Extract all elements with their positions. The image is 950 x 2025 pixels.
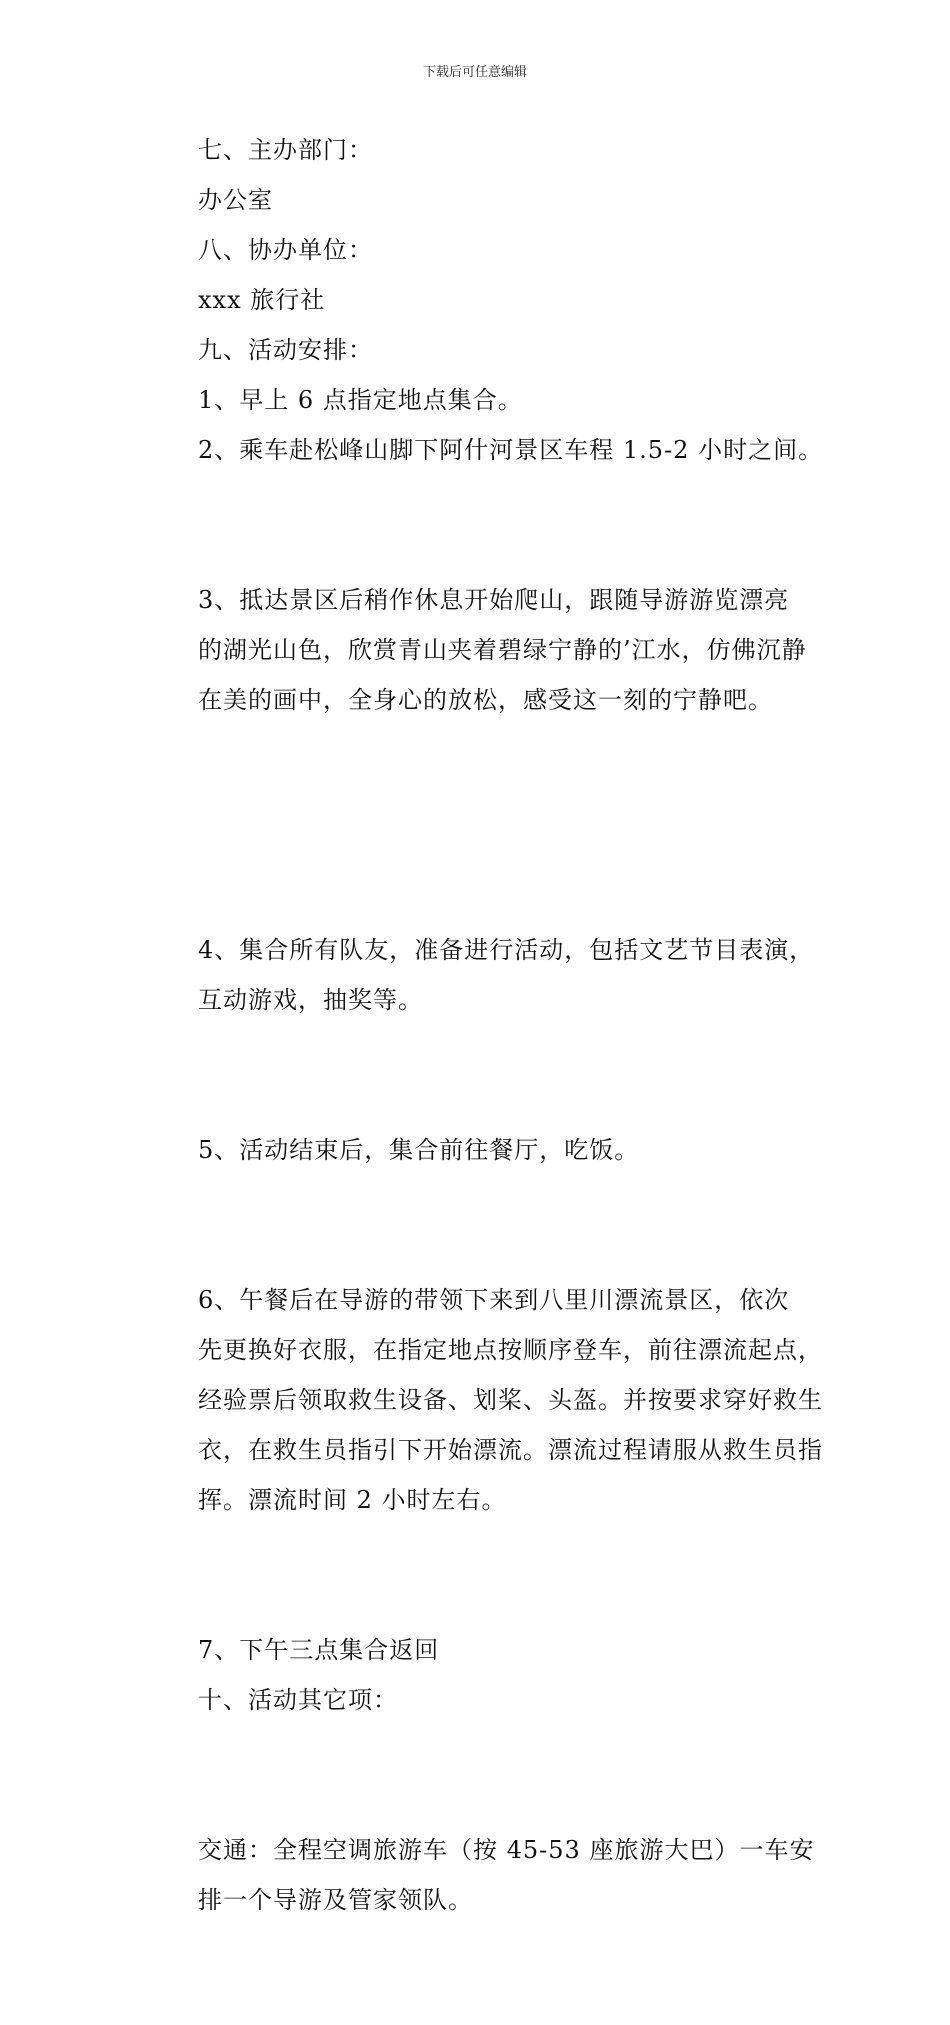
page-header: 下载后可任意编辑 — [422, 65, 527, 80]
text-line: 3、抵达景区后稍作休息开始爬山，跟随导游游览漂亮 — [198, 586, 790, 614]
text-line: 挥。漂流时间 2 小时左右。 — [198, 1486, 507, 1514]
schedule-item-1 — [146, 375, 826, 425]
text-line: 八、协办单位： — [198, 236, 373, 264]
text-line: 4、集合所有队友，准备进行活动，包括文艺节目表演， — [198, 936, 815, 964]
text-line: 衣，在救生员指引下开始漂流。漂流过程请服从救生员指 — [198, 1436, 823, 1464]
schedule-item-2 — [146, 425, 826, 475]
text-line: 七、主办部门： — [198, 136, 373, 164]
text-line: 办公室 — [198, 186, 273, 214]
section-heading-other — [146, 1675, 826, 1725]
text-line: 5、活动结束后，集合前往餐厅，吃饭。 — [198, 1136, 640, 1164]
text-line: xxx 旅行社 — [198, 286, 326, 314]
schedule-item-6 — [146, 1175, 826, 1625]
transport-note — [146, 1725, 826, 2025]
co-organizer-value — [146, 275, 826, 325]
section-heading-organizer — [146, 125, 826, 175]
text-line: 十、活动其它项： — [198, 1686, 398, 1714]
text-line: 6、午餐后在导游的带领下来到八里川漂流景区，依次 — [198, 1286, 790, 1314]
text-line: 经验票后领取救生设备、划桨、头盔。并按要求穿好救生 — [198, 1386, 823, 1414]
text-line: 的湖光山色，欣赏青山夹着碧绿宁静的’江水，仿佛沉静 — [198, 636, 807, 664]
text-line: 1、早上 6 点指定地点集合。 — [198, 386, 523, 414]
schedule-item-3 — [146, 475, 826, 825]
organizer-value — [146, 175, 826, 225]
text-line: 排一个导游及管家领队。 — [198, 1886, 473, 1914]
text-line: 交通：全程空调旅游车（按 45-53 座旅游大巴）一车安 — [198, 1836, 815, 1864]
text-line: 先更换好衣服，在指定地点按顺序登车，前往漂流起点， — [198, 1336, 823, 1364]
schedule-item-7 — [146, 1625, 826, 1675]
schedule-item-4 — [146, 825, 826, 1125]
section-heading-schedule — [146, 325, 826, 375]
schedule-item-5 — [146, 1125, 826, 1175]
text-line: 2、乘车赴松峰山脚下阿什河景区车程 1.5-2 小时之间。 — [198, 436, 824, 464]
text-line: 7、下午三点集合返回 — [198, 1636, 440, 1664]
document-body — [146, 125, 826, 2025]
text-line: 互动游戏，抽奖等。 — [198, 986, 423, 1014]
section-heading-co-organizer — [146, 225, 826, 275]
text-line: 九、活动安排： — [198, 336, 373, 364]
text-line: 在美的画中，全身心的放松，感受这一刻的宁静吧。 — [198, 686, 773, 714]
